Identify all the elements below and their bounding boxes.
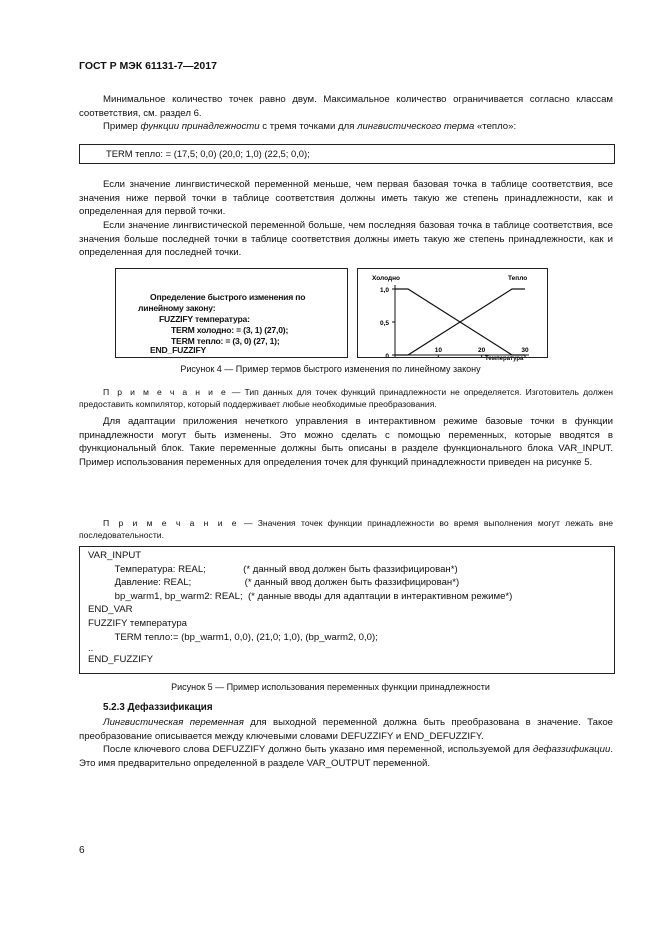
note-text: — Тип данных для точек функций принадлежности не определяется. Изготовитель должен предоставить компилятор, который поддерживает любые необходимые преобразования. xyxy=(79,387,614,410)
figure4-chart-box xyxy=(357,268,548,358)
figure5-code-box xyxy=(79,546,615,674)
figure4-caption: Рисунок 4 — Пример термов быстрого изменения по линейному закону xyxy=(180,364,481,374)
fig5-line-6: FUZZIFY температура xyxy=(88,618,187,629)
paragraph-defuzz-1 xyxy=(79,716,613,743)
page-number: 6 xyxy=(79,845,85,856)
document-header: ГОСТ Р МЭК 61131-7—2017 xyxy=(79,60,217,72)
legend-cold: Холодно xyxy=(372,275,401,282)
paragraph-defuzz-2 xyxy=(79,743,613,770)
fig4-line-4: TERM холодно: = (3, 1) (27,0); xyxy=(171,325,289,335)
fig5-line-1: VAR_INPUT xyxy=(88,550,142,561)
figure4-code-box xyxy=(115,268,348,358)
fig5-line-7: TERM тепло:= (bp_warm1, 0,0), (21,0; 1,0), (bp_warm2, 0,0); xyxy=(88,631,378,643)
emphasis: дефаззификации xyxy=(533,744,611,755)
paragraph-adaptation: Для адаптации приложения нечеткого управления в интерактивном режиме базовые точки в функции принадлежности могут быть изменены. Это можно сделать с помощью переменных, которые вводятся в функциональный блок. Такие переменные должны быть описаны в разделе функционального блока VAR_INPUT. Пример использования переменных для определения точек для функций принадлежности приведен на рисунке 5. xyxy=(79,416,613,468)
note-label: П р и м е ч а н и е xyxy=(103,387,228,397)
fig5-line-3: Давление: REAL; (* данный ввод должен быть фаззифицирован*) xyxy=(88,577,460,589)
paragraph-above-last-point: Если значение лингвистической переменной больше, чем последняя базовая точка в таблице соответствия, все значения больше последней точки в таблице соответствия должны иметь такую же степень принадлежности, как и определенная для последней точки. xyxy=(79,220,613,259)
section-heading: 5.2.3 Дефаззификация xyxy=(103,702,213,713)
term-example-code: TERM тепло: = (17,5; 0,0) (20,0; 1,0) (22,5; 0,0); xyxy=(106,148,310,159)
text: . Это имя предварительно определенной в разделе VAR_OUTPUT переменной. xyxy=(79,744,613,769)
fig5-line-2: Температура: REAL; (* данный ввод должен быть фаззифицирован*) xyxy=(88,563,458,575)
fig4-line-6: END_FUZZIFY xyxy=(150,345,207,355)
paragraph-below-first-point: Если значение лингвистической переменной меньше, чем первая базовая точка в таблице соответствия, все значения ниже первой точки в таблице соответствия должны иметь такую же степень принадлежности, как и определенная для первой точки. xyxy=(79,179,613,218)
x-tick-label: 30 xyxy=(521,347,529,354)
paragraph-example-intro xyxy=(79,120,613,134)
fig4-line-1: Определение быстрого изменения по xyxy=(150,292,306,302)
y-tick-label: 0 xyxy=(385,353,389,357)
text: «тепло»: xyxy=(474,121,517,132)
fig5-line-9: END_FUZZIFY xyxy=(88,654,154,665)
text: с тремя точками для xyxy=(259,121,358,132)
x-tick-label: 10 xyxy=(434,347,442,354)
y-tick-label: 0,5 xyxy=(379,320,389,327)
term-example-box xyxy=(79,144,615,164)
text: После ключевого слова DEFUZZIFY должно быть указано имя переменной, используемой для xyxy=(103,744,534,755)
chart-x-axis-title: Температура xyxy=(485,356,524,362)
x-tick-label: 20 xyxy=(478,347,486,354)
note-1 xyxy=(79,386,613,411)
fig5-line-5: END_VAR xyxy=(88,604,133,616)
series-line-warm xyxy=(395,289,525,355)
figure5-caption: Рисунок 5 — Пример использования переменных функции принадлежности xyxy=(171,682,490,692)
membership-chart xyxy=(358,269,547,357)
y-tick-label: 1,0 xyxy=(379,287,389,294)
text: Пример xyxy=(103,121,141,132)
emphasis: функции принадлежности xyxy=(140,121,260,132)
fig5-line-8: .. xyxy=(88,643,94,654)
fig4-line-5: TERM тепло: = (3, 0) (27, 1); xyxy=(171,336,280,346)
fig4-line-2: линейному закону: xyxy=(138,303,216,313)
fig5-line-4: bp_warm1, bp_warm2: REAL; (* данные вводы для адаптации в интерактивном режиме*) xyxy=(88,590,513,602)
legend-warm: Тепло xyxy=(508,275,528,282)
emphasis: Лингвистическая переменная xyxy=(103,717,244,728)
note-label: П р и м е ч а н и е xyxy=(103,518,239,528)
fig4-line-3: FUZZIFY температура: xyxy=(159,314,250,324)
note-2 xyxy=(79,517,613,542)
note-text: — Значения точек функции принадлежности во время выполнения могут лежать вне последовательности. xyxy=(79,518,614,541)
text: для выходной переменной должна быть преобразована в значение. Такое преобразование описывается между ключевыми словами DEFUZZIFY и END_DEFUZZIFY. xyxy=(79,717,613,742)
paragraph-points-count: Минимальное количество точек равно двум. Максимальное количество ограничивается согласно классам соответствия, см. раздел 6. xyxy=(79,94,613,119)
emphasis: лингвистического терма xyxy=(357,121,475,132)
